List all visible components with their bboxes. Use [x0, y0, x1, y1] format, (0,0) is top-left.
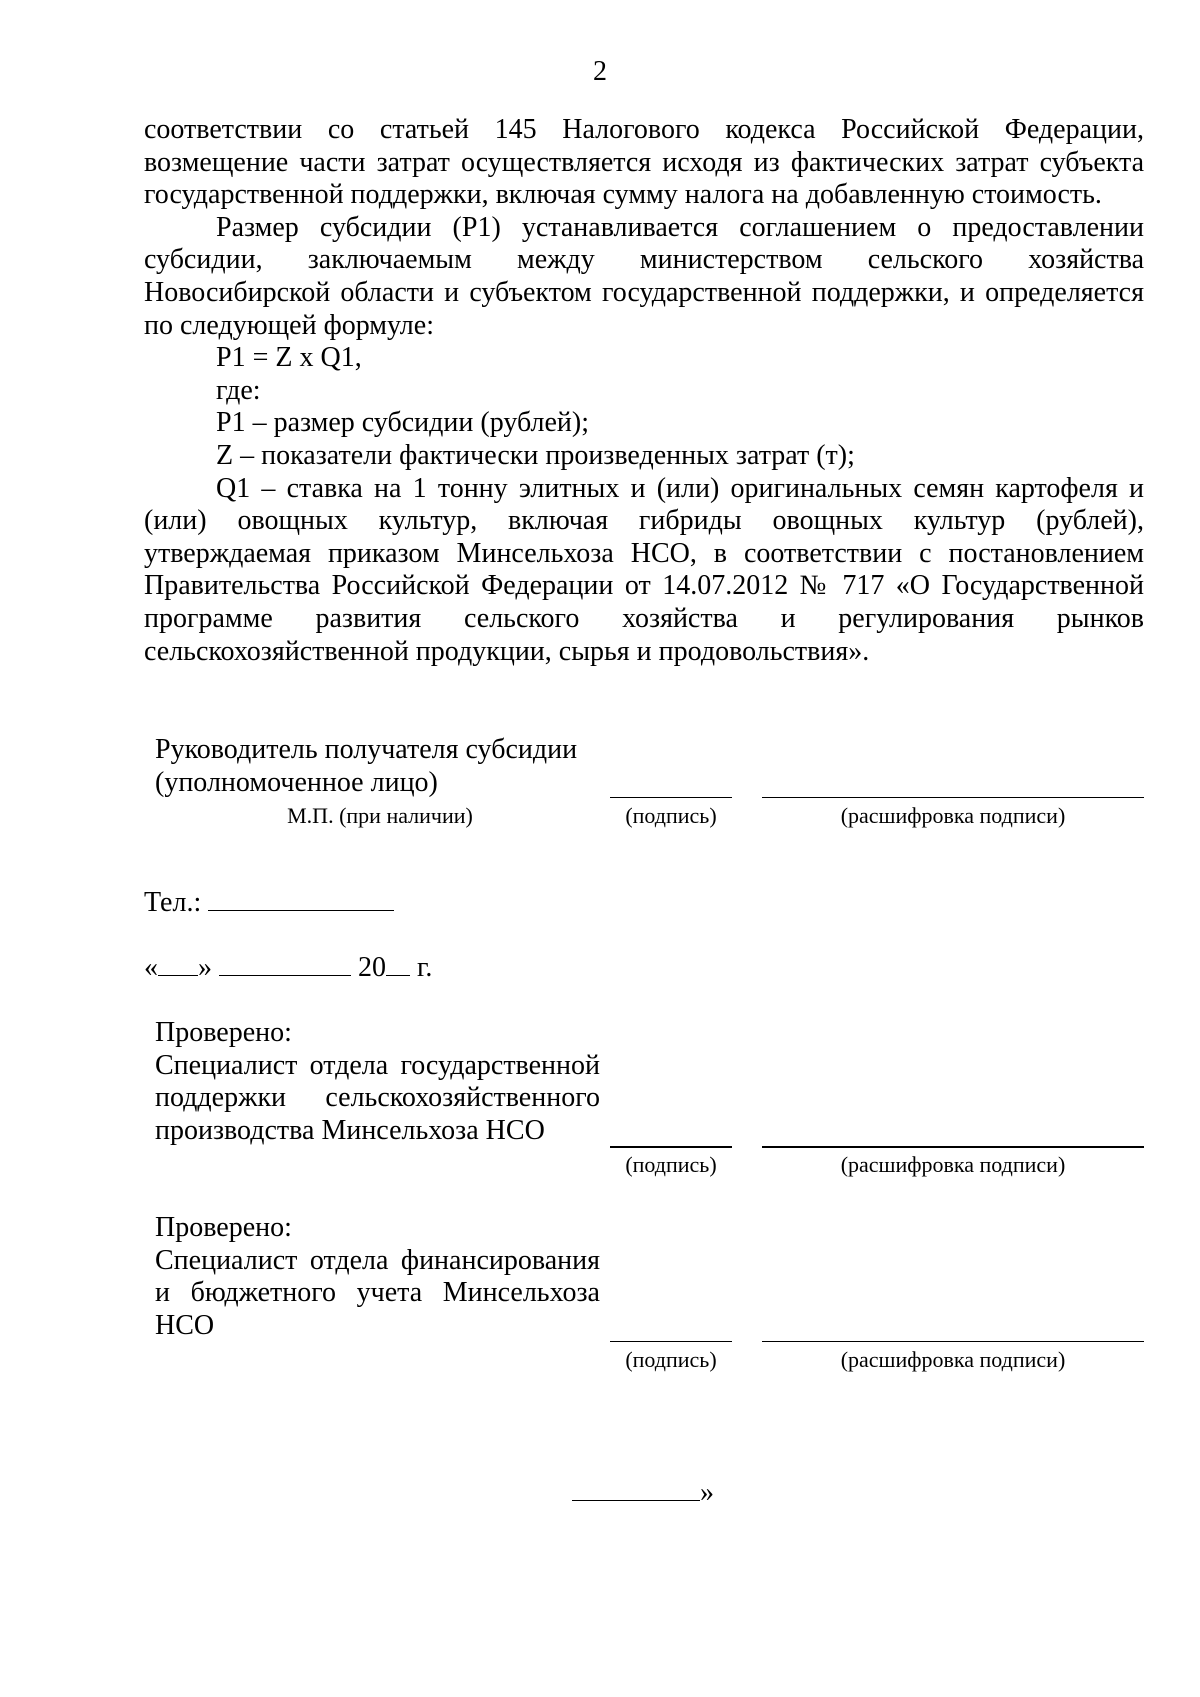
closing-row: [572, 1476, 714, 1509]
formula-where: где:: [216, 374, 261, 406]
signature-2-sign-caption: (подпись): [625, 1152, 717, 1177]
phone-blank: [208, 886, 394, 911]
date-year-suffix: г.: [417, 952, 433, 983]
closing-blank: [572, 1476, 700, 1501]
signature-3-line1: Специалист отдела финансирования: [155, 1244, 600, 1276]
date-year-blank: [386, 951, 410, 976]
signature-3-decode-caption: (расшифровка подписи): [840, 1347, 1066, 1372]
signature-2-line2: поддержки сельскохозяйственного: [155, 1082, 600, 1114]
date-year-prefix: 20: [358, 952, 386, 983]
date-open-quote: «: [144, 952, 158, 983]
signature-1-decode-line: [762, 797, 1144, 798]
formula: P1 = Z x Q1,: [216, 342, 362, 374]
signature-3-checked: Проверено:: [155, 1212, 292, 1243]
signature-3-sign-line: [610, 1341, 732, 1342]
phone-label: Тел.:: [144, 887, 202, 918]
date-month-blank: [219, 951, 351, 976]
signature-2-line1: Специалист отдела государственной: [155, 1049, 600, 1081]
definition-z: Z – показатели фактически произведенных затрат (т);: [216, 439, 855, 471]
signature-2-decode-caption: (расшифровка подписи): [840, 1152, 1066, 1177]
phone-row: [144, 886, 394, 919]
paragraph-continuation: соответствии со статьей 145 Налогового кодекса Российской Федерации, возмещение части затрат осуществляется исходя из фактических затрат субъекта государственной поддержки, включая сумму налога на добавленную стоимость.: [144, 114, 1144, 211]
signature-3-text: [155, 1212, 600, 1342]
body-text: [144, 114, 1144, 668]
definition-p1: P1 – размер субсидии (рублей);: [216, 407, 589, 439]
signature-1-sign-line: [610, 797, 732, 798]
signature-2-text: [155, 1017, 600, 1147]
signature-2-sign-line: [610, 1146, 732, 1148]
signature-1-text: [155, 734, 635, 799]
date-close-quote: »: [198, 952, 212, 983]
date-row: [144, 951, 432, 984]
date-day-blank: [158, 951, 198, 976]
signature-3-line3: НСО: [155, 1309, 215, 1341]
closing-quote: »: [700, 1477, 714, 1508]
signature-2-decode-line: [762, 1146, 1144, 1148]
signature-1-line2: (уполномоченное лицо): [155, 766, 438, 798]
signature-2-checked: Проверено:: [155, 1017, 292, 1048]
stamp-caption: М.П. (при наличии): [287, 803, 473, 828]
paragraph-subsidy-size: Размер субсидии (P1) устанавливается соглашением о предоставлении субсидии, заключаемым между министерством сельского хозяйства Новосибирской области и субъектом государственной поддержки, и определяется по следующей формуле:: [144, 211, 1144, 341]
signature-1-decode-caption: (расшифровка подписи): [840, 803, 1066, 828]
signature-2-line3: производства Минсельхоза НСО: [155, 1114, 545, 1146]
signature-1-line1: Руководитель получателя субсидии: [155, 734, 578, 765]
signature-3-line2: и бюджетного учета Минсельхоза: [155, 1277, 600, 1309]
signature-3-decode-line: [762, 1341, 1144, 1342]
definition-q1: Q1 – ставка на 1 тонну элитных и (или) оригинальных семян картофеля и (или) овощных культур, включая гибриды овощных культур (рублей), утверждаемая приказом Минсельхоза НСО, в соответствии с постановлением Правительства Российской Федерации от 14.07.2012 № 717 «О Государственной программе развития сельского хозяйства и регулирования рынков сельскохозяйственной продукции, сырья и продовольствия».: [144, 472, 1144, 667]
signature-1-sign-caption: (подпись): [625, 803, 717, 828]
signature-3-sign-caption: (подпись): [625, 1347, 717, 1372]
page-number: 2: [593, 56, 607, 87]
